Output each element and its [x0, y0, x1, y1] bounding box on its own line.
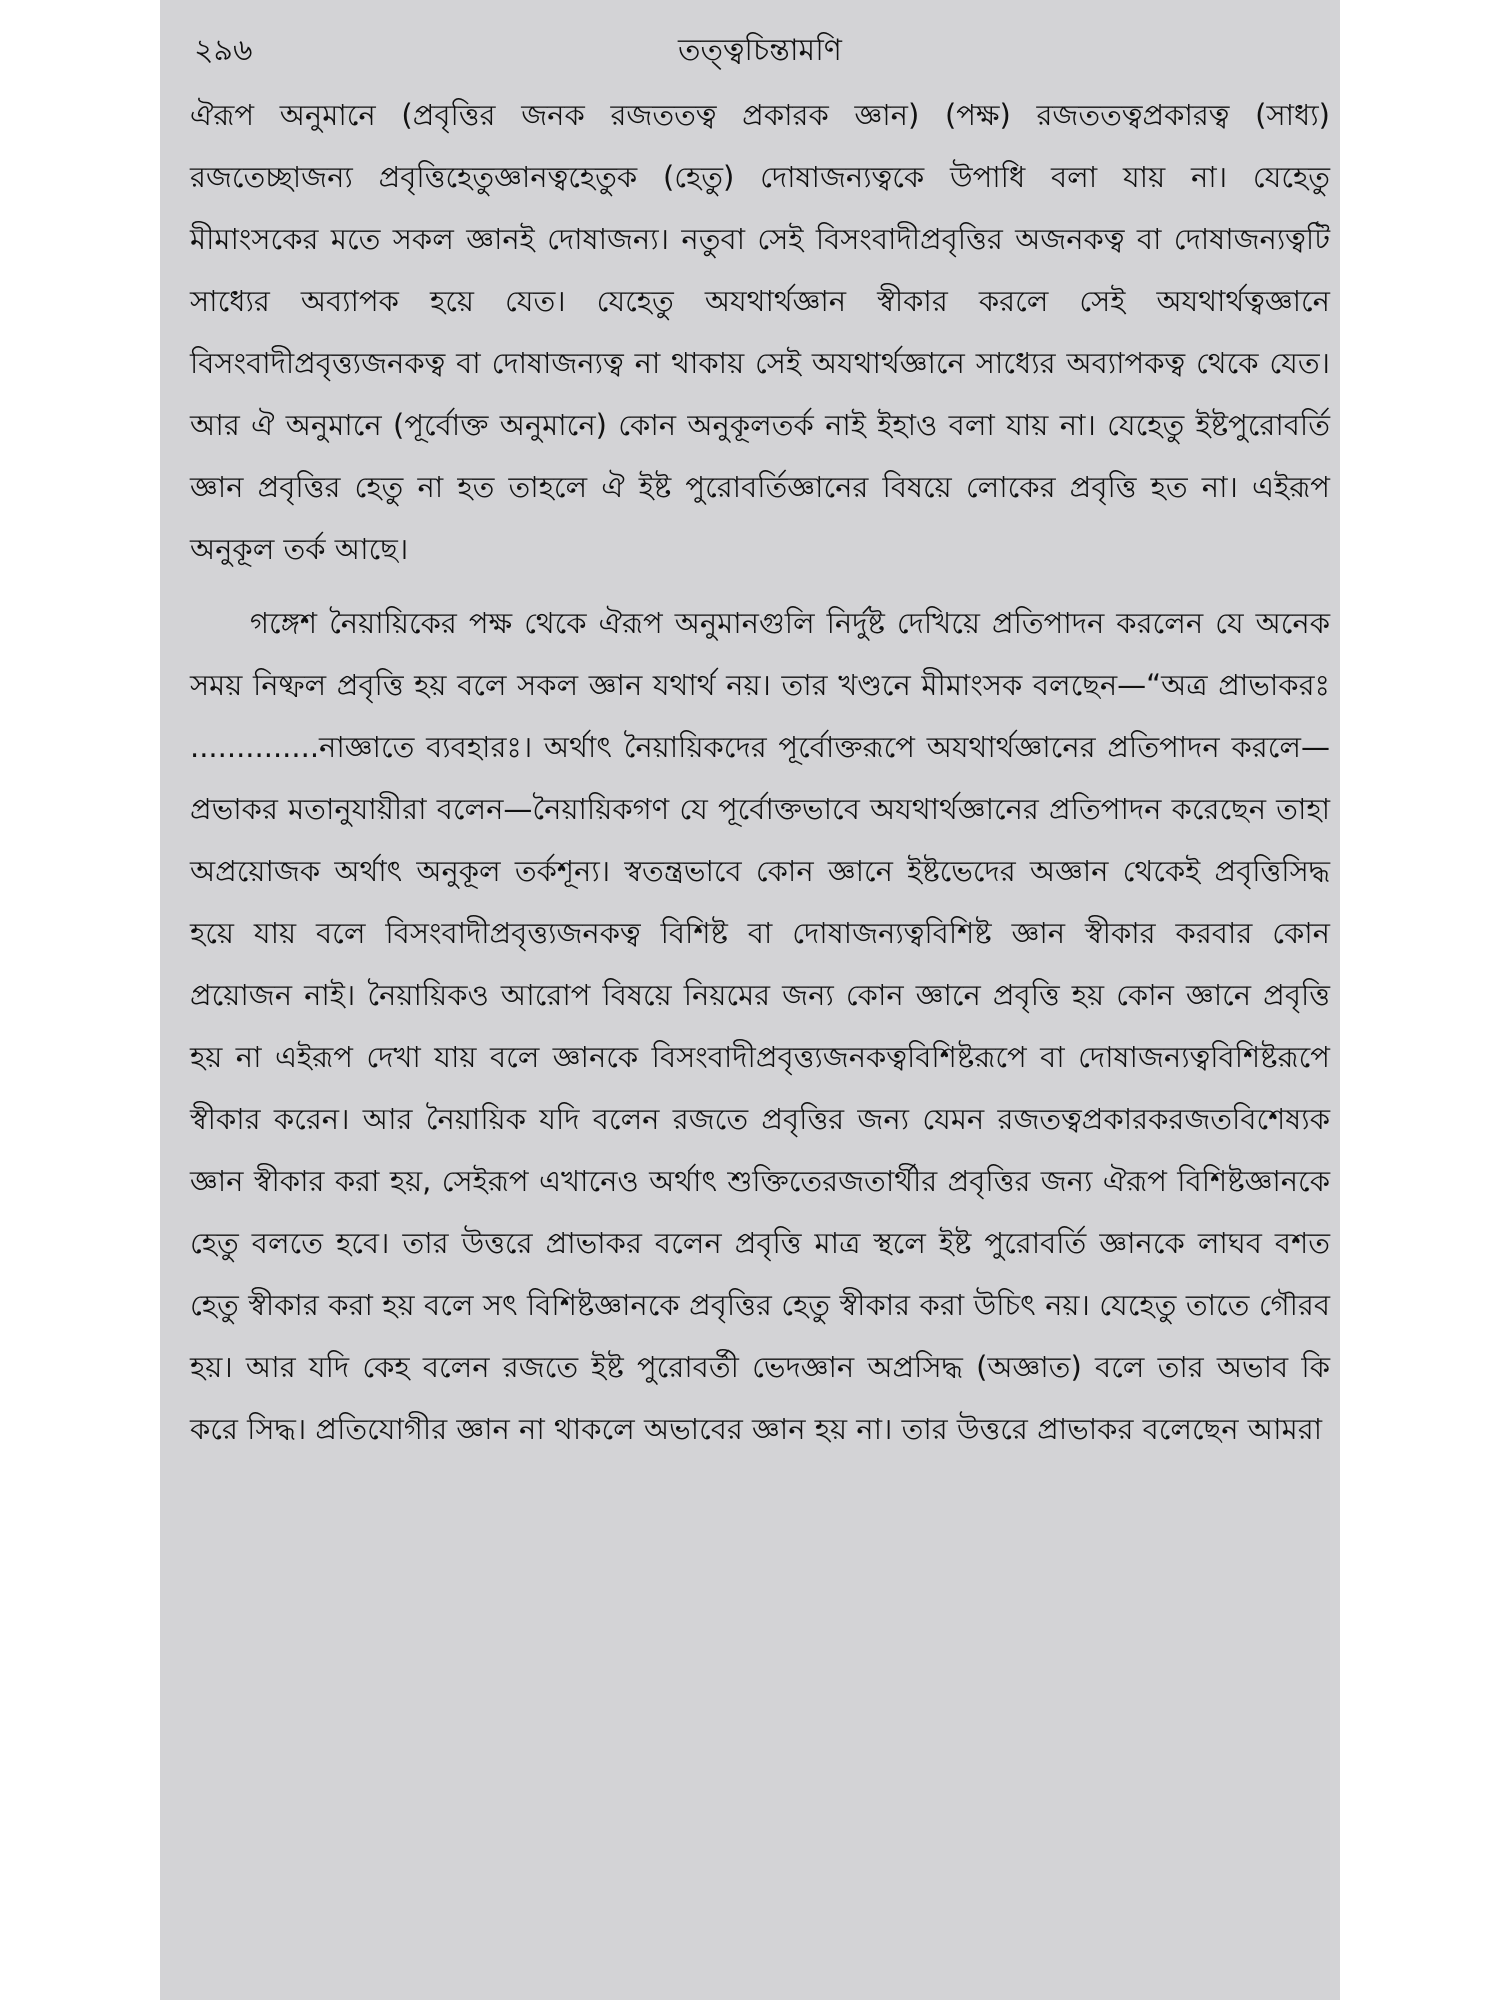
running-title: তত্ত্বচিন্তামণি — [678, 33, 842, 68]
book-page — [160, 0, 1340, 2000]
paragraph-1: ঐরূপ অনুমানে (প্রবৃত্তির জনক রজততত্ব প্রকারক জ্ঞান) (পক্ষ) রজততত্বপ্রকারত্ব (সাধ্য) রজতেচ্ছাজন্য প্রবৃত্তিহেতুজ্ঞানত্বহেতুক (হেতু) দোষাজন্যত্বকে উপাধি বলা যায় না। যেহেতু মীমাংসকের মতে সকল জ্ঞানই দোষাজন্য। নতুবা সেই বিসংবাদীপ্রবৃত্তির অজনকত্ব বা দোষাজন্যত্বটি সাধ্যের অব্যাপক হয়ে যেত। যেহেতু অযথার্থজ্ঞান স্বীকার করলে সেই অযথার্থত্বজ্ঞানে বিসংবাদীপ্রবৃত্ত্যজনকত্ব বা দোষাজন্যত্ব না থাকায় সেই অযথার্থজ্ঞানে সাধ্যের অব্যাপকত্ব থেকে যেত। আর ঐ অনুমানে (পূর্বোক্ত অনুমানে) কোন অনুকূলতর্ক নাই ইহাও বলা যায় না। যেহেতু ইষ্টপুরোবর্তি জ্ঞান প্রবৃত্তির হেতু না হত তাহলে ঐ ইষ্ট পুরোবর্তিজ্ঞানের বিষয়ে লোকের প্রবৃত্তি হত না। এইরূপ অনুকূল তর্ক আছে। — [190, 98, 1330, 566]
body-text — [190, 84, 1330, 1460]
page-number: ২৯৬ — [194, 33, 253, 68]
page-header — [190, 22, 1330, 78]
paragraph-2: গঙ্গেশ নৈয়ায়িকের পক্ষ থেকে ঐরূপ অনুমানগুলি নির্দুষ্ট দেখিয়ে প্রতিপাদন করলেন যে অনেক সময় নিষ্ফল প্রবৃত্তি হয় বলে সকল জ্ঞান যথার্থ নয়। তার খণ্ডনে মীমাংসক বলছেন—“অত্র প্রাভাকরঃ ..............নাজ্ঞাতে ব্যবহারঃ। অর্থাৎ নৈয়ায়িকদের পূর্বোক্তরূপে অযথার্থজ্ঞানের প্রতিপাদন করলে—প্রভাকর মতানুযায়ীরা বলেন—নৈয়ায়িকগণ যে পূর্বোক্তভাবে অযথার্থজ্ঞানের প্রতিপাদন করেছেন তাহা অপ্রয়োজক অর্থাৎ অনুকূল তর্কশূন্য। স্বতন্ত্রভাবে কোন জ্ঞানে ইষ্টভেদের অজ্ঞান থেকেই প্রবৃত্তিসিদ্ধ হয়ে যায় বলে বিসংবাদীপ্রবৃত্ত্যজনকত্ব বিশিষ্ট বা দোষাজন্যত্ববিশিষ্ট জ্ঞান স্বীকার করবার কোন প্রয়োজন নাই। নৈয়ায়িকও আরোপ বিষয়ে নিয়মের জন্য কোন জ্ঞানে প্রবৃত্তি হয় কোন জ্ঞানে প্রবৃত্তি হয় না এইরূপ দেখা যায় বলে জ্ঞানকে বিসংবাদীপ্রবৃত্ত্যজনকত্ববিশিষ্টরূপে বা দোষাজন্যত্ববিশিষ্টরূপে স্বীকার করেন। আর নৈয়ায়িক যদি বলেন রজতে প্রবৃত্তির জন্য যেমন রজতত্বপ্রকারকরজতবিশেষ্যক জ্ঞান স্বীকার করা হয়, সেইরূপ এখানেও অর্থাৎ শুক্তিতেরজতার্থীর প্রবৃত্তির জন্য ঐরূপ বিশিষ্টজ্ঞানকে হেতু বলতে হবে। তার উত্তরে প্রাভাকর বলেন প্রবৃত্তি মাত্র স্থলে ইষ্ট পুরোবর্তি জ্ঞানকে লাঘব বশত হেতু স্বীকার করা হয় বলে সৎ বিশিষ্টজ্ঞানকে প্রবৃত্তির হেতু স্বীকার করা উচিৎ নয়। যেহেতু তাতে গৌরব হয়। আর যদি কেহ বলেন রজতে ইষ্ট পুরোবর্তী ভেদজ্ঞান অপ্রসিদ্ধ (অজ্ঞাত) বলে তার অভাব কি করে সিদ্ধ। প্রতিযোগীর জ্ঞান না থাকলে অভাবের জ্ঞান হয় না। তার উত্তরে প্রাভাকর বলেছেন আমরা — [190, 606, 1330, 1446]
